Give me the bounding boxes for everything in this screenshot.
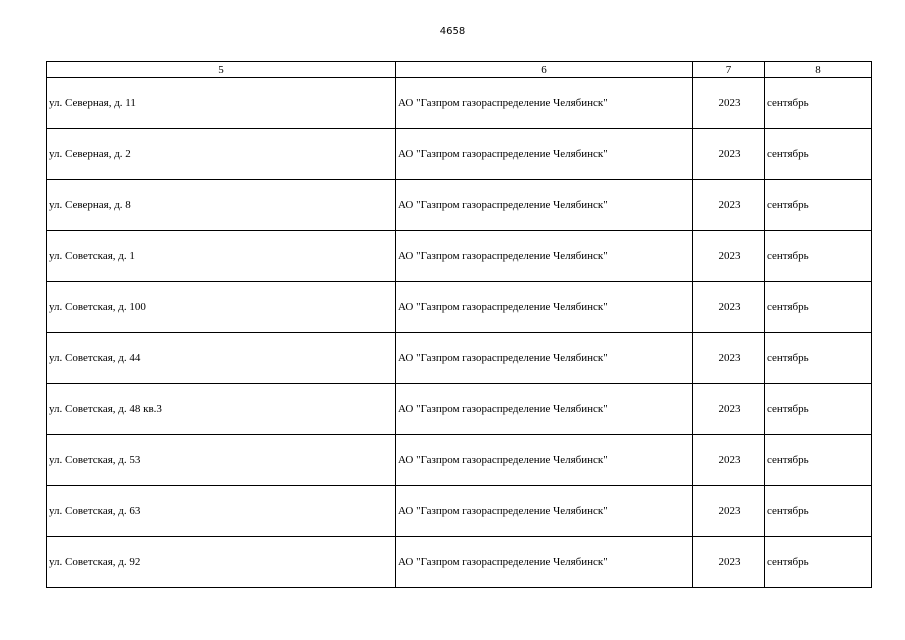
organization-cell: АО "Газпром газораспределение Челябинск" bbox=[396, 486, 693, 537]
schedule-table bbox=[46, 61, 872, 588]
month-cell: сентябрь bbox=[765, 537, 872, 588]
month-cell: сентябрь bbox=[765, 231, 872, 282]
column-header-5: 5 bbox=[47, 62, 396, 78]
table-row bbox=[47, 78, 872, 129]
organization-cell: АО "Газпром газораспределение Челябинск" bbox=[396, 384, 693, 435]
address-cell: ул. Северная, д. 2 bbox=[47, 129, 396, 180]
table-row bbox=[47, 333, 872, 384]
year-cell: 2023 bbox=[693, 180, 765, 231]
address-cell: ул. Советская, д. 1 bbox=[47, 231, 396, 282]
month-cell: сентябрь bbox=[765, 129, 872, 180]
table-row bbox=[47, 486, 872, 537]
year-cell: 2023 bbox=[693, 333, 765, 384]
organization-cell: АО "Газпром газораспределение Челябинск" bbox=[396, 129, 693, 180]
year-cell: 2023 bbox=[693, 435, 765, 486]
address-cell: ул. Советская, д. 48 кв.3 bbox=[47, 384, 396, 435]
address-cell: ул. Северная, д. 11 bbox=[47, 78, 396, 129]
table-row bbox=[47, 282, 872, 333]
year-cell: 2023 bbox=[693, 129, 765, 180]
organization-cell: АО "Газпром газораспределение Челябинск" bbox=[396, 180, 693, 231]
address-cell: ул. Советская, д. 63 bbox=[47, 486, 396, 537]
table-row bbox=[47, 231, 872, 282]
year-cell: 2023 bbox=[693, 537, 765, 588]
month-cell: сентябрь bbox=[765, 384, 872, 435]
year-cell: 2023 bbox=[693, 384, 765, 435]
organization-cell: АО "Газпром газораспределение Челябинск" bbox=[396, 231, 693, 282]
column-header-8: 8 bbox=[765, 62, 872, 78]
month-cell: сентябрь bbox=[765, 486, 872, 537]
month-cell: сентябрь bbox=[765, 435, 872, 486]
organization-cell: АО "Газпром газораспределение Челябинск" bbox=[396, 435, 693, 486]
column-header-6: 6 bbox=[396, 62, 693, 78]
table-row bbox=[47, 537, 872, 588]
organization-cell: АО "Газпром газораспределение Челябинск" bbox=[396, 333, 693, 384]
year-cell: 2023 bbox=[693, 231, 765, 282]
month-cell: сентябрь bbox=[765, 180, 872, 231]
month-cell: сентябрь bbox=[765, 333, 872, 384]
organization-cell: АО "Газпром газораспределение Челябинск" bbox=[396, 78, 693, 129]
address-cell: ул. Северная, д. 8 bbox=[47, 180, 396, 231]
organization-cell: АО "Газпром газораспределение Челябинск" bbox=[396, 282, 693, 333]
column-header-7: 7 bbox=[693, 62, 765, 78]
address-cell: ул. Советская, д. 100 bbox=[47, 282, 396, 333]
address-cell: ул. Советская, д. 92 bbox=[47, 537, 396, 588]
table-row bbox=[47, 435, 872, 486]
month-cell: сентябрь bbox=[765, 78, 872, 129]
year-cell: 2023 bbox=[693, 486, 765, 537]
table-row bbox=[47, 180, 872, 231]
header-row bbox=[47, 62, 872, 78]
organization-cell: АО "Газпром газораспределение Челябинск" bbox=[396, 537, 693, 588]
month-cell: сентябрь bbox=[765, 282, 872, 333]
page-number: 4658 bbox=[439, 26, 466, 37]
table-row bbox=[47, 384, 872, 435]
address-cell: ул. Советская, д. 53 bbox=[47, 435, 396, 486]
year-cell: 2023 bbox=[693, 282, 765, 333]
address-cell: ул. Советская, д. 44 bbox=[47, 333, 396, 384]
year-cell: 2023 bbox=[693, 78, 765, 129]
table-row bbox=[47, 129, 872, 180]
